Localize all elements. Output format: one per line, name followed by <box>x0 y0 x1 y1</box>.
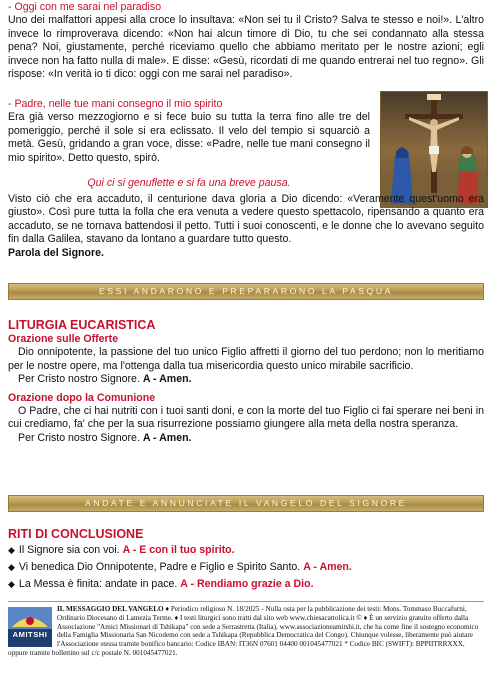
banner-prepare-passover: ESSI ANDARONO E PREPARARONO LA PASQUA <box>8 283 484 300</box>
word-of-the-lord: Parola del Signore. <box>8 246 104 259</box>
conclusion-section <box>8 527 484 593</box>
logo-text: AMITSHI <box>12 630 48 639</box>
crucifixion-painting <box>380 91 488 208</box>
footer <box>8 601 484 680</box>
crucifixion-section <box>8 1 484 81</box>
conclusion-item <box>8 542 484 559</box>
conclusion-response: A - E con il tuo spirito. <box>122 544 235 556</box>
conclusion-title: RITI DI CONCLUSIONE <box>8 527 144 541</box>
centurion-section <box>8 193 484 260</box>
communion-amen: A - Amen. <box>142 431 192 444</box>
diamond-bullet-icon: ◆ <box>8 579 15 589</box>
masthead: IL MESSAGGIO DEL VANGELO <box>57 605 164 613</box>
liturgy-title: LITURGIA EUCARISTICA <box>8 318 156 332</box>
liturgy-section <box>8 318 484 445</box>
conclusion-text: Il Signore sia con voi. <box>18 544 120 556</box>
offerings-prayer: Dio onnipotente, la passione del tuo unico Figlio affretti il giorno del tuo perdono; non lo meritiamo per le nostre opere, ma l'ottenga dalla tua misericordia questo unico mirabile sacrificio. <box>8 346 484 372</box>
banner-announce-gospel: ANDATE E ANNUNCIATE IL VANGELO DEL SIGNORE <box>8 495 484 512</box>
conclusion-text: Vi benedica Dio Onnipotente, Padre e Figlio e Spirito Santo. <box>18 561 301 573</box>
conclusion-item <box>8 576 484 593</box>
death-paragraph: Era già verso mezzogiorno e si fece buio su tutta la terra fino alle tre del pomeriggio, perché il sole si era eclissato. Il velo del tempio si squarciò a metà. Gesù, gridando a gran voce, disse: «Padre, nelle tue mani consegno il mio spirito». Detto questo, spirò. <box>8 111 370 164</box>
logo-emblem-icon <box>8 607 52 629</box>
genuflection-rubric: Qui ci si genuflette e si fa una breve pausa. <box>87 177 291 189</box>
diamond-bullet-icon: ◆ <box>8 545 15 555</box>
offerings-amen: A - Amen. <box>142 373 192 386</box>
offerings-closing-line <box>8 373 484 386</box>
conclusion-response: A - Amen. <box>303 561 352 573</box>
conclusion-item <box>8 559 484 576</box>
communion-closing: Per Cristo nostro Signore. <box>18 431 140 444</box>
communion-closing-line <box>8 432 484 445</box>
paradise-paragraph: Uno dei malfattori appesi alla croce lo insultava: «Non sei tu il Cristo? Salva te stesso e noi!». L'altro invece lo rimproverava dicendo: «Non hai alcun timore di Dio, tu che sei condannato alla stessa pena? Noi, giustamente, perché riceviamo quello che abbiamo meritato per le nostre azioni; egli invece non ha fatto nulla di male». E disse: «Gesù, ricordati di me quando entrerai nel tuo regno». Gli rispose: «In verità io ti dico: oggi con me sarai nel paradiso». <box>8 14 484 81</box>
offerings-closing: Per Cristo nostro Signore. <box>18 373 140 386</box>
conclusion-response: A - Rendiamo grazie a Dio. <box>180 578 314 590</box>
conclusion-text: La Messa è finita: andate in pace. <box>18 578 178 590</box>
diamond-bullet-icon: ◆ <box>8 562 15 572</box>
communion-heading: Orazione dopo la Comunione <box>8 391 156 404</box>
section-heading-spirit: - Padre, nelle tue mani consegno il mio spirito <box>8 98 223 110</box>
offerings-heading: Orazione sulle Offerte <box>8 333 119 345</box>
amitshi-logo <box>8 607 52 647</box>
footer-body: ♦ Periodico religioso N. 18/2025 - Nulla osta per la pubblicazione dei testi: Mons. Tommaso Buccafurni, Ordinario Diocesano di Lamezia Terme. ♦ I testi liturgici sono tratti dal sito web www.chiesacattolica.it © ♦ È un servizio gratuito offerto dalla Associazione "Amici Missionari di Tshikapa" con sede a Serrastretta (Italia), www.associazioneamitshi.it, che ha come fine il sostegno economico della Famiglia Missionaria San Nicodemo con sede a Tshikapa (Repubblica Democratica del Congo). Chiunque volesse, liberamente può aiutare l'Associazione stessa tramite bonifico bancario: Codice IBAN: IT36N 07601 04400 001045477021 * Codice BIC (SWIFT): BPPIITRRXXX, oppure tramite bollettino sul c/c postale N. 001045477021. <box>8 605 479 657</box>
death-section <box>8 98 370 165</box>
section-heading-paradise: - Oggi con me sarai nel paradiso <box>8 1 162 13</box>
communion-prayer: O Padre, che ci hai nutriti con i tuoi santi doni, e con la morte del tuo Figlio ci fai sperare nei beni in cui crediamo, fa' che per la sua risurrezione possiamo giungere alla meta della nostra speranza. <box>8 405 484 431</box>
footer-text <box>8 605 484 658</box>
centurion-paragraph: Visto ciò che era accaduto, il centurione dava gloria a Dio dicendo: «Veramente quest'uomo era giusto». Così pure tutta la folla che era venuta a vedere questo spettacolo, ripensando a quanto era accaduto, se ne tornava battendosi il petto. Tutti i suoi conoscenti, e le donne che lo avevano seguito fin dalla Galilea, stavano da lontano a guardare tutto questo. <box>8 193 484 246</box>
crucifixion-image <box>381 92 487 207</box>
